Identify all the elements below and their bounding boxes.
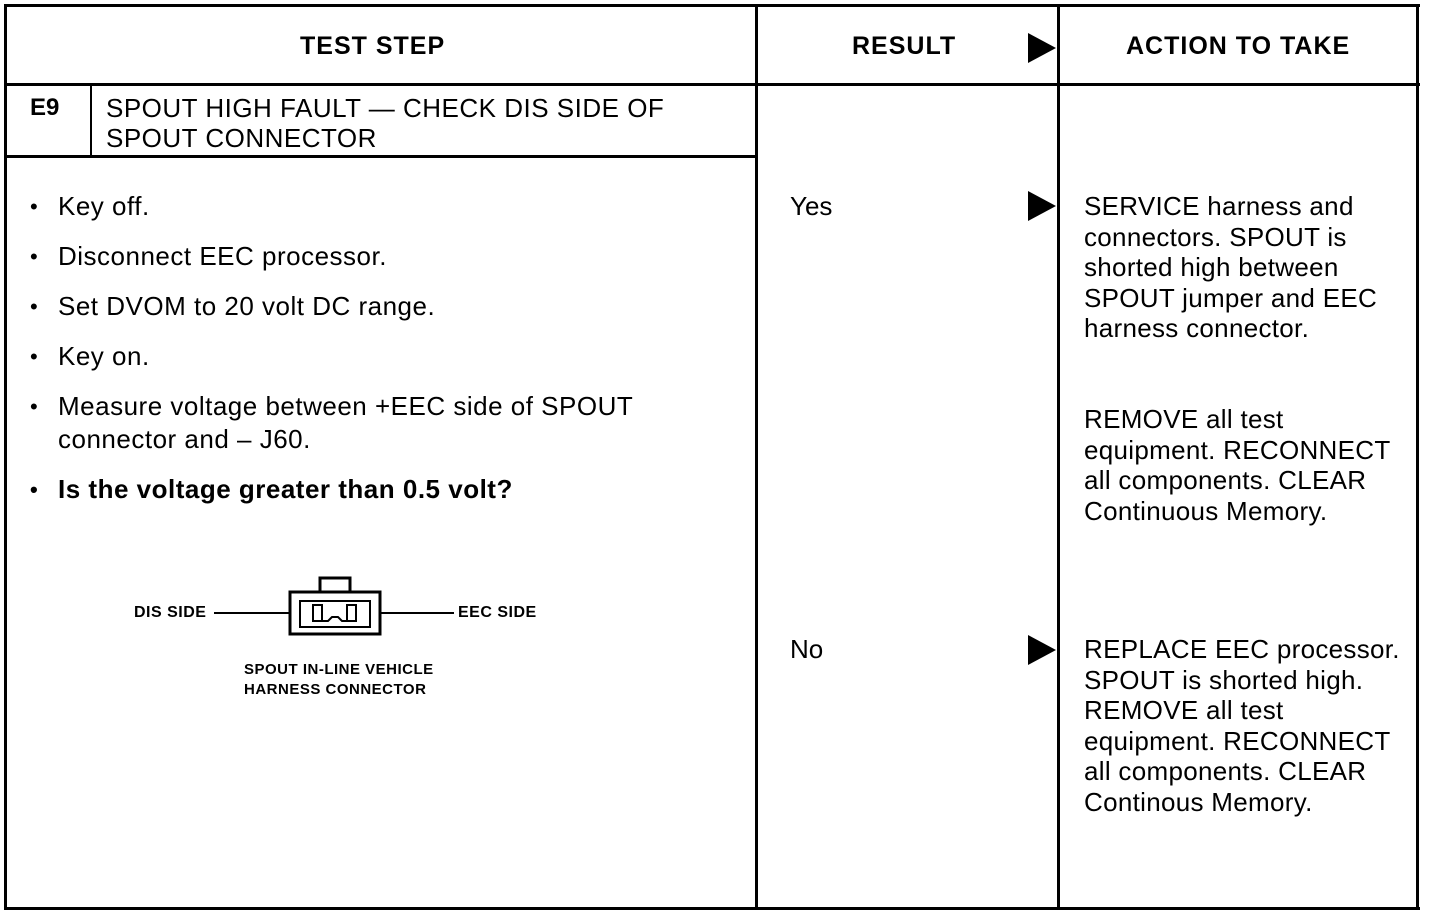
yes-arrow-icon (1028, 191, 1056, 221)
connector-diagram-icon (214, 572, 454, 638)
diagram-caption-line-1: SPOUT IN-LINE VEHICLE (244, 661, 434, 678)
diagram-caption-line-2: HARNESS CONNECTOR (244, 681, 427, 698)
step-id: E9 (30, 94, 60, 121)
procedure-item: • Disconnect EEC processor. (30, 240, 730, 273)
eec-side-label: EEC SIDE (458, 604, 537, 621)
no-arrow-icon (1028, 635, 1056, 665)
procedure-list (30, 190, 730, 523)
header-divider (4, 83, 1420, 86)
result-no: No (790, 634, 824, 664)
result-yes: Yes (790, 191, 833, 221)
table-border-left (4, 4, 7, 910)
step-id-divider (90, 84, 92, 157)
procedure-item: • Key on. (30, 340, 730, 373)
table-border-top (4, 4, 1420, 7)
procedure-item: • Measure voltage between +EEC side of SPOUT connector and – J60. (30, 390, 730, 456)
header-arrow-icon (1028, 33, 1056, 63)
column-divider-1 (755, 4, 758, 910)
column-divider-2 (1057, 4, 1060, 910)
header-result: RESULT (852, 32, 957, 60)
yes-action-2: REMOVE all test equipment. RECONNECT all components. CLEAR Continuous Memory. (1084, 404, 1391, 526)
step-title: SPOUT HIGH FAULT — CHECK DIS SIDE OF SPOUT CONNECTOR (106, 93, 665, 153)
dis-side-label: DIS SIDE (134, 604, 207, 621)
procedure-item: • Set DVOM to 20 volt DC range. (30, 290, 730, 323)
table-border-right (1416, 4, 1419, 910)
header-action: ACTION TO TAKE (1126, 32, 1351, 60)
no-action: REPLACE EEC processor. SPOUT is shorted high. REMOVE all test equipment. RECONNECT all components. CLEAR Continous Memory. (1084, 634, 1400, 817)
procedure-question: • Is the voltage greater than 0.5 volt? (30, 473, 730, 506)
step-title-divider (4, 155, 758, 158)
header-test-step: TEST STEP (300, 32, 446, 60)
procedure-item: • Key off. (30, 190, 730, 223)
table-border-bottom (4, 907, 1420, 910)
yes-action-1: SERVICE harness and connectors. SPOUT is shorted high between SPOUT jumper and EEC harness connector. (1084, 191, 1378, 343)
diagram-caption (244, 660, 434, 700)
